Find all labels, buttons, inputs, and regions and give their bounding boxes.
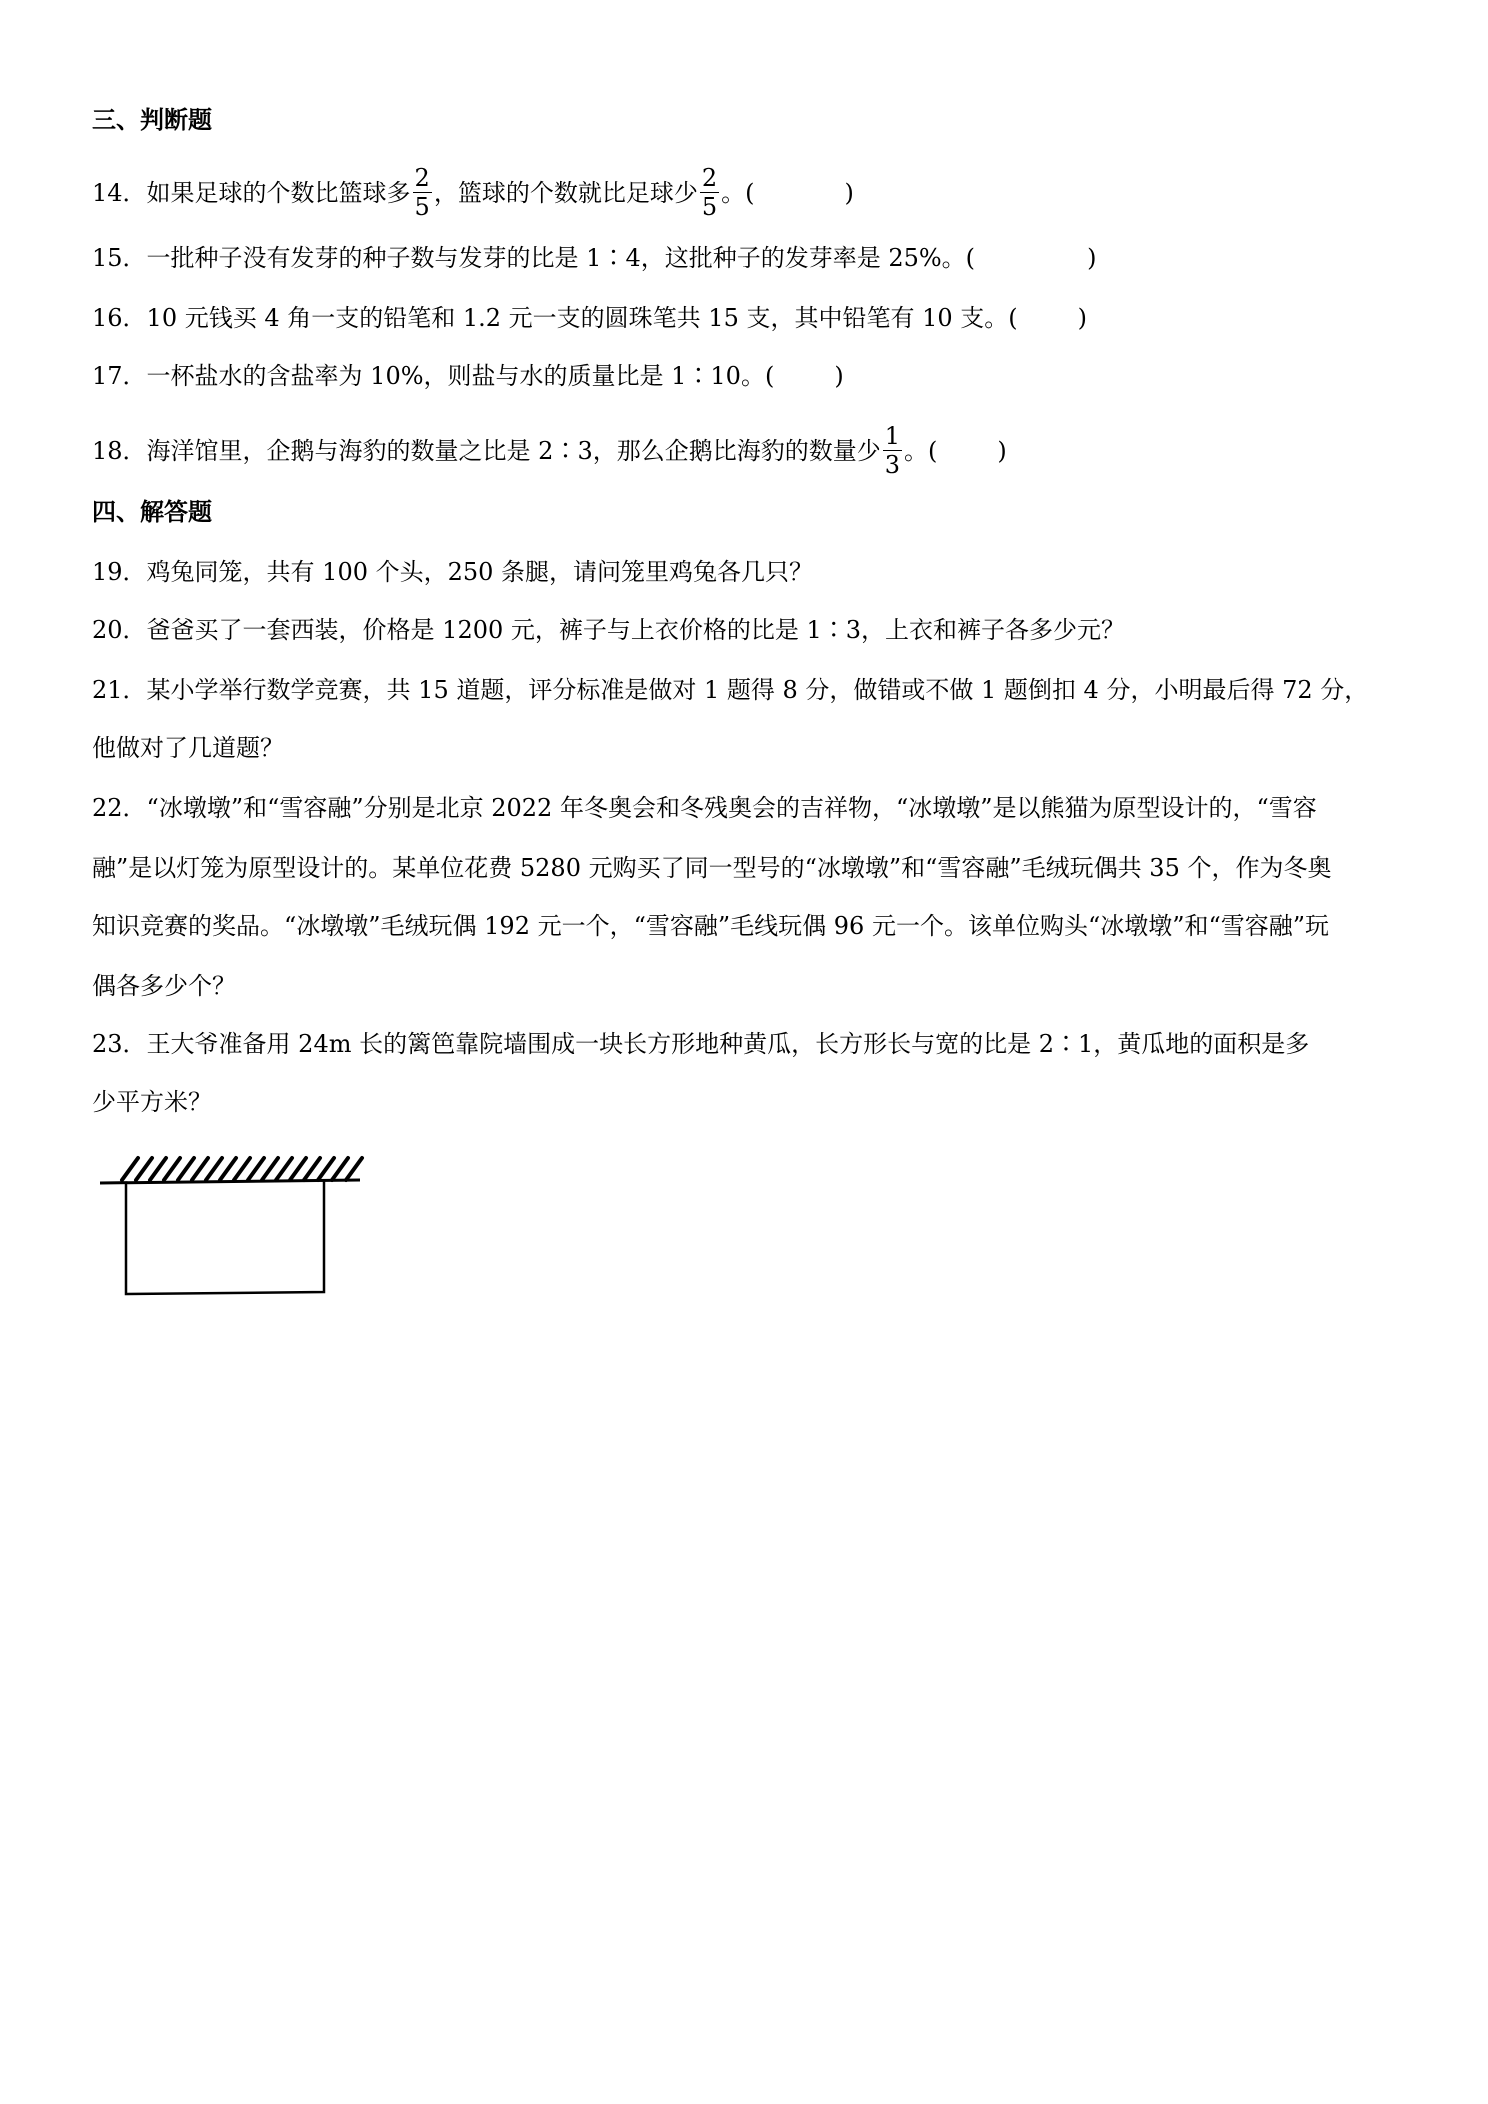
question-number: 19． [92,558,147,586]
question-text: 少平方米？ [92,1088,212,1116]
question-text: 一杯盐水的含盐率为 10%，则盐与水的质量比是 1∶10。( [146,362,775,390]
question-text: 偶各多少个？ [92,972,236,1000]
question-14 [92,166,854,223]
question-22-line-3 [92,910,1329,942]
question-text: 王大爷准备用 24m 长的篱笆靠院墙围成一块长方形地种黄瓜，长方形长与宽的比是 2∶1，黄瓜地的面积是多 [146,1030,1310,1058]
fraction-denominator: 5 [701,193,718,221]
question-text: 某小学举行数学竞赛，共 15 道题，评分标准是做对 1 题得 8 分，做错或不做 1 题倒扣 4 分，小明最后得 72 分， [146,676,1369,704]
question-text: 海洋馆里，企鹅与海豹的数量之比是 2∶3，那么企鹅比海豹的数量少 [146,437,881,465]
question-number: 14． [92,179,147,207]
question-text: 他做对了几道题？ [92,734,284,762]
wall-fence-diagram [98,1150,378,1300]
question-number: 21． [92,676,147,704]
question-22-line-4 [92,970,236,1002]
wall-line [100,1180,360,1183]
question-text: 鸡兔同笼，共有 100 个头，250 条腿，请问笼里鸡兔各几只？ [146,558,814,586]
answer-blank-close: ) [844,179,854,207]
fraction [413,164,432,221]
question-text: ，篮球的个数就比足球少 [433,179,698,207]
question-text: 如果足球的个数比篮球多 [146,179,411,207]
question-number: 18． [92,437,147,465]
section-3-heading: 三、判断题 [92,106,212,134]
answer-blank-open: 。( [904,437,938,465]
question-18 [92,424,1007,481]
question-23-line-2 [92,1086,212,1118]
section-4-heading: 四、解答题 [92,498,212,526]
answer-blank-open: 。( [721,179,755,207]
question-21-line-2 [92,732,284,764]
question-text: 爸爸买了一套西装，价格是 1200 元，裤子与上衣价格的比是 1∶3，上衣和裤子各多少元？ [146,616,1126,644]
fraction [883,422,902,479]
question-text: “冰墩墩”和“雪容融”分别是北京 2022 年冬奥会和冬残奥会的吉祥物，“冰墩墩”是以熊猫为原型设计的，“雪容 [146,794,1317,822]
fraction-denominator: 3 [884,451,900,479]
answer-blank-close: ) [1077,304,1087,332]
question-text: 10 元钱买 4 角一支的铅笔和 1.2 元一支的圆珠笔共 15 支，其中铅笔有 10 支。( [146,304,1018,332]
question-number: 15． [92,244,147,272]
question-number: 17． [92,362,147,390]
question-text: 知识竞赛的奖品。“冰墩墩”毛绒玩偶 192 元一个，“雪容融”毛线玩偶 96 元一个。该单位购头“冰墩墩”和“雪容融”玩 [92,912,1330,940]
question-19 [92,556,813,588]
fraction-denominator: 5 [414,193,430,221]
question-text: 一批种子没有发芽的种子数与发芽的比是 1∶4，这批种子的发芽率是 25%。( [146,244,976,272]
question-23-line-1 [92,1028,1309,1060]
question-17 [92,360,844,392]
question-number: 23． [92,1030,147,1058]
fence-rectangle [126,1180,324,1294]
question-number: 22． [92,794,147,822]
fraction-numerator: 2 [701,164,718,192]
question-number: 16． [92,304,147,332]
fraction-numerator: 2 [414,164,430,192]
wall-hatching [122,1158,362,1180]
fraction [700,164,719,221]
fraction-numerator: 1 [884,422,900,450]
answer-blank-close: ) [997,437,1007,465]
answer-blank-close: ) [834,362,844,390]
question-21-line-1 [92,674,1368,706]
question-15 [92,242,1096,274]
question-16 [92,302,1087,334]
question-22-line-1 [92,792,1317,824]
question-20 [92,614,1125,646]
answer-blank-close: ) [1087,244,1097,272]
question-number: 20． [92,616,147,644]
question-text: 融”是以灯笼为原型设计的。某单位花费 5280 元购买了同一型号的“冰墩墩”和“雪容融”毛绒玩偶共 35 个，作为冬奥 [92,854,1332,882]
question-22-line-2 [92,852,1331,884]
